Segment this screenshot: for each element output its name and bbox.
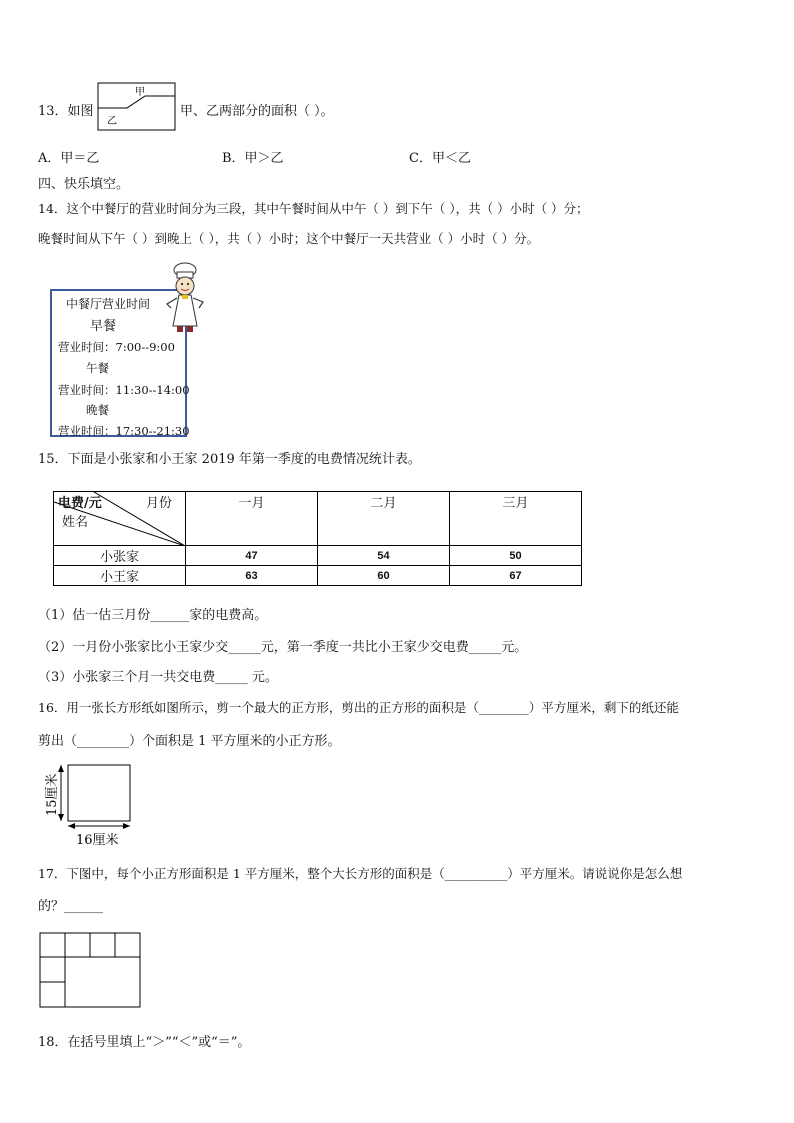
dinner-time: 营业时间：17:30--21:30 [58,424,190,438]
q13-figure [97,82,177,132]
electricity-fee-table [53,491,582,586]
month-header: 二月 [318,492,450,546]
q17-line1: 17．下图中，每个小正方形面积是 1 平方厘米，整个大长方形的面积是（__________）平方厘米。请说说你是怎么想 [38,866,683,881]
q13-option-c[interactable]: C．甲＜乙 [409,151,471,166]
q15-text: 15．下面是小张家和小王家 2019 年第一季度的电费情况统计表。 [38,452,421,467]
q16-rectangle-figure [40,758,140,850]
month-header: 一月 [186,492,318,546]
fee-value: 60 [318,566,450,586]
table-row [54,566,582,586]
sign-title: 中餐厅营业时间 [66,297,151,311]
q15-sub3: （3）小张家三个月一共交电费_____ 元。 [38,670,278,685]
table-corner-cell [54,492,186,546]
q16-line1: 16．用一张长方形纸如图所示，剪一个最大的正方形，剪出的正方形的面积是（________）平方厘米，剩下的纸还能 [38,700,679,715]
fee-value: 67 [450,566,582,586]
q16-line2: 剪出（________）个面积是 1 平方厘米的小正方形。 [38,734,341,749]
q14-line2: 晚餐时间从下午（ ）到晚上（ ），共（ ）小时；这个中餐厅一天共营业（ ）小时（ ）分。 [38,231,540,246]
q17-grid-figure [39,932,143,1010]
q15-sub1: （1）估一估三月份______家的电费高。 [38,608,268,623]
q13-label-yi: 乙 [107,116,117,127]
corner-month-label: 月份 [146,496,173,511]
row-name: 小王家 [54,566,186,586]
q15-sub2: （2）一月份小张家比小王家少交_____元，第一季度一共比小王家少交电费_____元。 [38,640,528,655]
q17-line2: 的？______ [38,899,104,914]
corner-fee-label: 电费/元 [58,496,102,511]
fee-value: 50 [450,546,582,566]
q16-width-label: 16厘米 [76,833,119,848]
q18-text: 18．在括号里填上“＞”“＜”或“＝”。 [38,1035,251,1050]
corner-name-label: 姓名 [62,515,89,530]
lunch-label: 午餐 [86,361,109,375]
row-name: 小张家 [54,546,186,566]
fee-value: 54 [318,546,450,566]
q13-text: 甲、乙两部分的面积（ ）。 [180,104,334,119]
section-title: 四、快乐填空。 [38,177,130,192]
q16-height-label: 15厘米 [45,773,60,816]
table-row [54,546,582,566]
breakfast-label: 早餐 [90,319,117,334]
q13-label-jia: 甲 [135,87,145,98]
chef-illustration [163,262,207,334]
dinner-label: 晚餐 [86,403,109,417]
fee-value: 63 [186,566,318,586]
q14-line1: 14．这个中餐厅的营业时间分为三段，其中午餐时间从中午（ ）到下午（ ），共（ ）小时（ ）分； [38,201,589,216]
breakfast-time: 营业时间：7:00--9:00 [58,340,175,354]
month-header: 三月 [450,492,582,546]
lunch-time: 营业时间：11:30--14:00 [58,383,190,397]
q13-number: 13．如图 [38,104,94,119]
fee-value: 47 [186,546,318,566]
q13-option-b[interactable]: B．甲＞乙 [222,151,284,166]
q13-option-a[interactable]: A．甲＝乙 [38,151,100,166]
